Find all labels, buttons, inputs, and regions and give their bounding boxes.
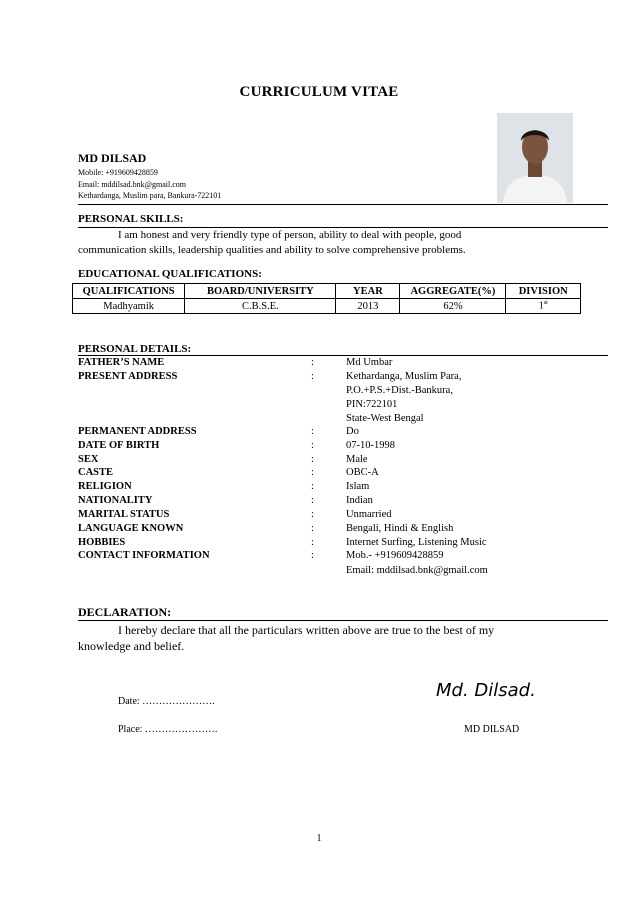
skills-line-2: communication skills, leadership qualities and ability to solve comprehensive problems. <box>78 244 466 256</box>
col-qualifications: QUALIFICATIONS <box>73 284 185 299</box>
detail-label: HOBBIES <box>78 537 126 548</box>
detail-colon: : <box>311 550 314 561</box>
detail-row-present-address <box>78 371 608 385</box>
cell-aggregate: 62% <box>400 299 506 314</box>
skills-heading: PERSONAL SKILLS: <box>78 213 184 225</box>
declaration-underline <box>78 620 608 621</box>
detail-row-nationality <box>78 495 608 509</box>
candidate-name: MD DILSAD <box>78 151 147 165</box>
col-board: BOARD/UNIVERSITY <box>185 284 336 299</box>
signature: Md. Dilsad. <box>436 680 536 701</box>
signer-name: MD DILSAD <box>464 724 520 735</box>
detail-colon: : <box>311 357 314 368</box>
page-number: 1 <box>316 833 322 844</box>
detail-label: FATHER’S NAME <box>78 357 165 368</box>
detail-label: DATE OF BIRTH <box>78 440 160 451</box>
detail-row-permanent-address <box>78 426 608 440</box>
table-header-row <box>73 284 581 299</box>
detail-label: RELIGION <box>78 481 132 492</box>
division-value: 1 <box>538 300 544 312</box>
detail-row-father <box>78 357 608 371</box>
present-address-line-3: PIN:722101 <box>346 399 398 410</box>
detail-label: MARITAL STATUS <box>78 509 170 520</box>
personal-heading: PERSONAL DETAILS: <box>78 343 192 355</box>
detail-row-sex <box>78 454 608 468</box>
profile-photo <box>497 113 573 203</box>
skills-line-1: I am honest and very friendly type of person, ability to deal with people, good <box>118 229 462 241</box>
detail-value: Internet Surfing, Listening Music <box>346 537 487 548</box>
detail-value: Mob.- +919609428859 <box>346 550 444 561</box>
present-address-line-2: P.O.+P.S.+Dist.-Bankura, <box>346 385 453 396</box>
detail-value: Md Umbar <box>346 357 393 368</box>
detail-row-contact <box>78 550 608 564</box>
detail-label: PRESENT ADDRESS <box>78 371 178 382</box>
detail-colon: : <box>311 440 314 451</box>
detail-label: PERMANENT ADDRESS <box>78 426 197 437</box>
cell-year: 2013 <box>336 299 400 314</box>
detail-value: Kethardanga, Muslim Para, <box>346 371 462 382</box>
personal-underline <box>78 355 608 356</box>
col-aggregate: AGGREGATE(%) <box>400 284 506 299</box>
detail-colon: : <box>311 481 314 492</box>
header-divider <box>78 204 608 205</box>
detail-colon: : <box>311 467 314 478</box>
detail-colon: : <box>311 537 314 548</box>
detail-label: CONTACT INFORMATION <box>78 550 210 561</box>
candidate-mobile: Mobile: +919609428859 <box>78 168 158 177</box>
division-suffix: st <box>543 300 548 307</box>
present-address-line-4: State-West Bengal <box>346 413 424 424</box>
date-field: Date: …………………. <box>118 696 215 707</box>
detail-row-religion <box>78 481 608 495</box>
detail-colon: : <box>311 523 314 534</box>
detail-row-dob <box>78 440 608 454</box>
education-heading: EDUCATIONAL QUALIFICATIONS: <box>78 268 262 280</box>
detail-value: 07-10-1998 <box>346 440 395 451</box>
education-table <box>72 283 581 314</box>
detail-colon: : <box>311 371 314 382</box>
contact-email: Email: mddilsad.bnk@gmail.com <box>346 565 488 576</box>
detail-colon: : <box>311 509 314 520</box>
detail-row-language <box>78 523 608 537</box>
detail-row-caste <box>78 467 608 481</box>
detail-value: Bengali, Hindi & English <box>346 523 454 534</box>
detail-value: OBC-A <box>346 467 379 478</box>
candidate-address: Kethardanga, Muslim para, Bankura-722101 <box>78 191 222 200</box>
detail-value: Islam <box>346 481 370 492</box>
detail-label: CASTE <box>78 467 114 478</box>
detail-label: NATIONALITY <box>78 495 153 506</box>
declaration-line-1: I hereby declare that all the particulars written above are true to the best of my <box>118 623 495 637</box>
col-division: DIVISION <box>506 284 581 299</box>
declaration-line-2: knowledge and belief. <box>78 639 185 653</box>
cell-board: C.B.S.E. <box>185 299 336 314</box>
detail-colon: : <box>311 454 314 465</box>
detail-value: Unmarried <box>346 509 392 520</box>
detail-colon: : <box>311 426 314 437</box>
detail-label: SEX <box>78 454 99 465</box>
detail-value: Indian <box>346 495 373 506</box>
detail-value: Do <box>346 426 359 437</box>
declaration-heading: DECLARATION: <box>78 605 172 619</box>
table-row <box>73 299 581 314</box>
detail-label: LANGUAGE KNOWN <box>78 523 184 534</box>
cell-division <box>506 299 581 314</box>
detail-row-marital <box>78 509 608 523</box>
detail-colon: : <box>311 495 314 506</box>
place-field: Place: …………………. <box>118 724 218 735</box>
col-year: YEAR <box>336 284 400 299</box>
document-title: CURRICULUM VITAE <box>239 84 399 100</box>
detail-row-hobbies <box>78 537 608 551</box>
cell-qualification: Madhyamik <box>73 299 185 314</box>
detail-value: Male <box>346 454 368 465</box>
candidate-email: Email: mddilsad.bnk@gmail.com <box>78 180 187 189</box>
